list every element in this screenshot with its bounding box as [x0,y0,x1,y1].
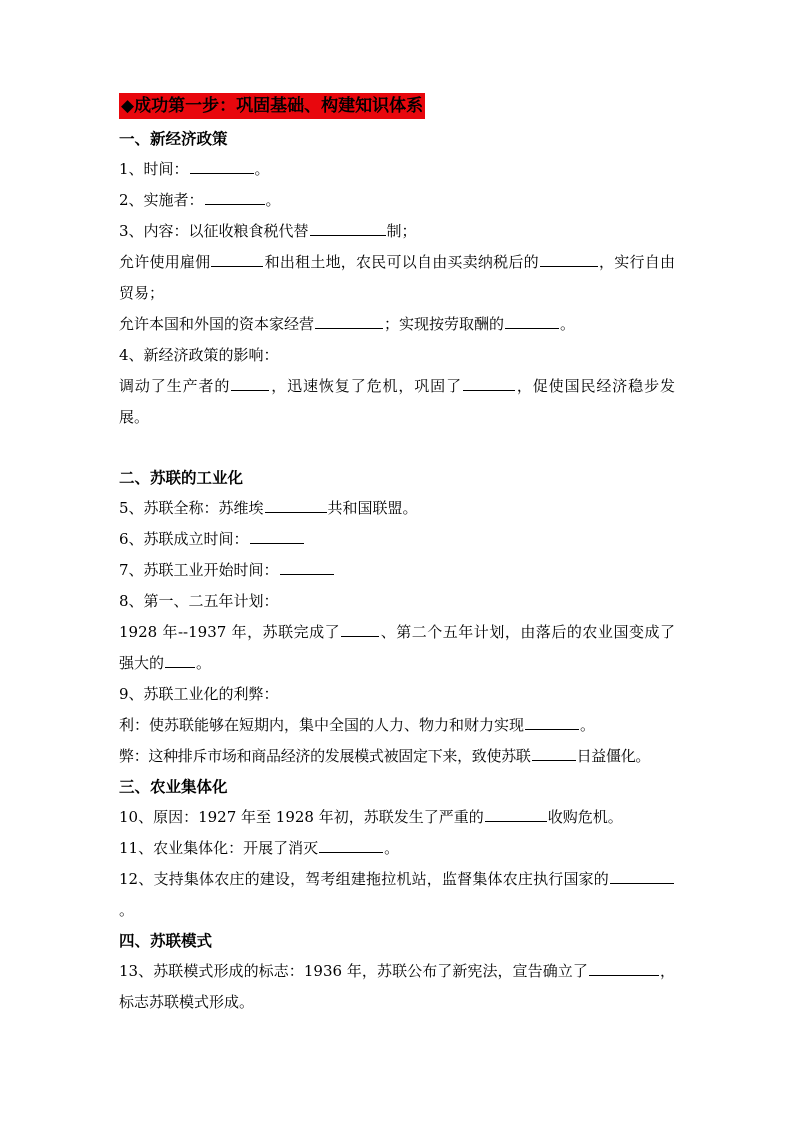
question-6: 6、苏联成立时间： [119,524,675,555]
question-9-pro: 利：使苏联能够在短期内，集中全国的人力、物力和财力实现 。 [119,716,596,734]
question-8: 8、第一、二五年计划： [119,592,279,610]
blank[interactable] [231,375,269,391]
question-4-detail: 调动了生产者的 ，迅速恢复了危机，巩固了 ，促使国民经济稳步发展。 [119,377,675,426]
blank[interactable] [265,497,327,513]
heading-soviet-model: 四、苏联模式 [119,931,213,950]
section-banner: ◆成功第一步：巩固基础、构建知识体系 [119,93,425,119]
question-12: 12、支持集体农庄的建设，驾考组建拖拉机站，监督集体农庄执行国家的。 [119,864,675,926]
blank[interactable] [589,960,659,976]
question-10: 10、原因：1927 年至 1928 年初，苏联发生了严重的 收购危机。 [119,808,623,826]
heading-collectivization: 三、农业集体化 [119,777,228,796]
blank[interactable] [280,559,334,575]
blank[interactable] [532,745,576,761]
question-1: 1、时间： 。 [119,160,270,178]
heading-industrialization: 二、苏联的工业化 [119,468,244,487]
blank[interactable] [250,528,304,544]
blank[interactable] [505,313,559,329]
question-3-detail-2: 允许本国和外国的资本家经营 ；实现按劳取酬的 。 [119,315,576,333]
blank[interactable] [540,251,598,267]
blank[interactable] [205,189,265,205]
worksheet [119,93,675,1018]
question-2: 2、实施者： 。 [119,191,281,209]
question-3: 3、内容：以征收粮食税代替 制； [119,222,417,240]
blank[interactable] [310,220,386,236]
blank[interactable] [211,251,263,267]
blank[interactable] [485,806,547,822]
question-11: 11、农业集体化：开展了消灭 。 [119,839,400,857]
question-4: 4、新经济政策的影响： [119,346,279,364]
question-5: 5、苏联全称：苏维埃 共和国联盟。 [119,499,418,517]
question-9: 9、苏联工业化的利弊： [119,685,279,703]
blank[interactable] [315,313,383,329]
blank[interactable] [165,652,195,668]
blank[interactable] [190,158,254,174]
question-13: 13、苏联模式形成的标志：1936 年，苏联公布了新宪法，宣告确立了 ，标志苏联模式形成。 [119,962,675,1011]
heading-new-economic-policy: 一、新经济政策 [119,129,228,148]
blank[interactable] [525,714,579,730]
blank[interactable] [610,868,674,884]
blank[interactable] [341,621,379,637]
blank[interactable] [319,837,383,853]
question-9-con: 弊：这种排斥市场和商品经济的发展模式被固定下来，致使苏联 日益僵化。 [119,747,651,765]
question-3-detail-1: 允许使用雇佣 和出租土地，农民可以自由买卖纳税后的 ，实行自由贸易； [119,253,675,302]
question-8-detail: 1928 年--1937 年，苏联完成了 、第二个五年计划，由落后的农业国变成了强大的 。 [119,623,675,672]
question-7: 7、苏联工业开始时间： [119,555,675,586]
blank[interactable] [463,375,515,391]
